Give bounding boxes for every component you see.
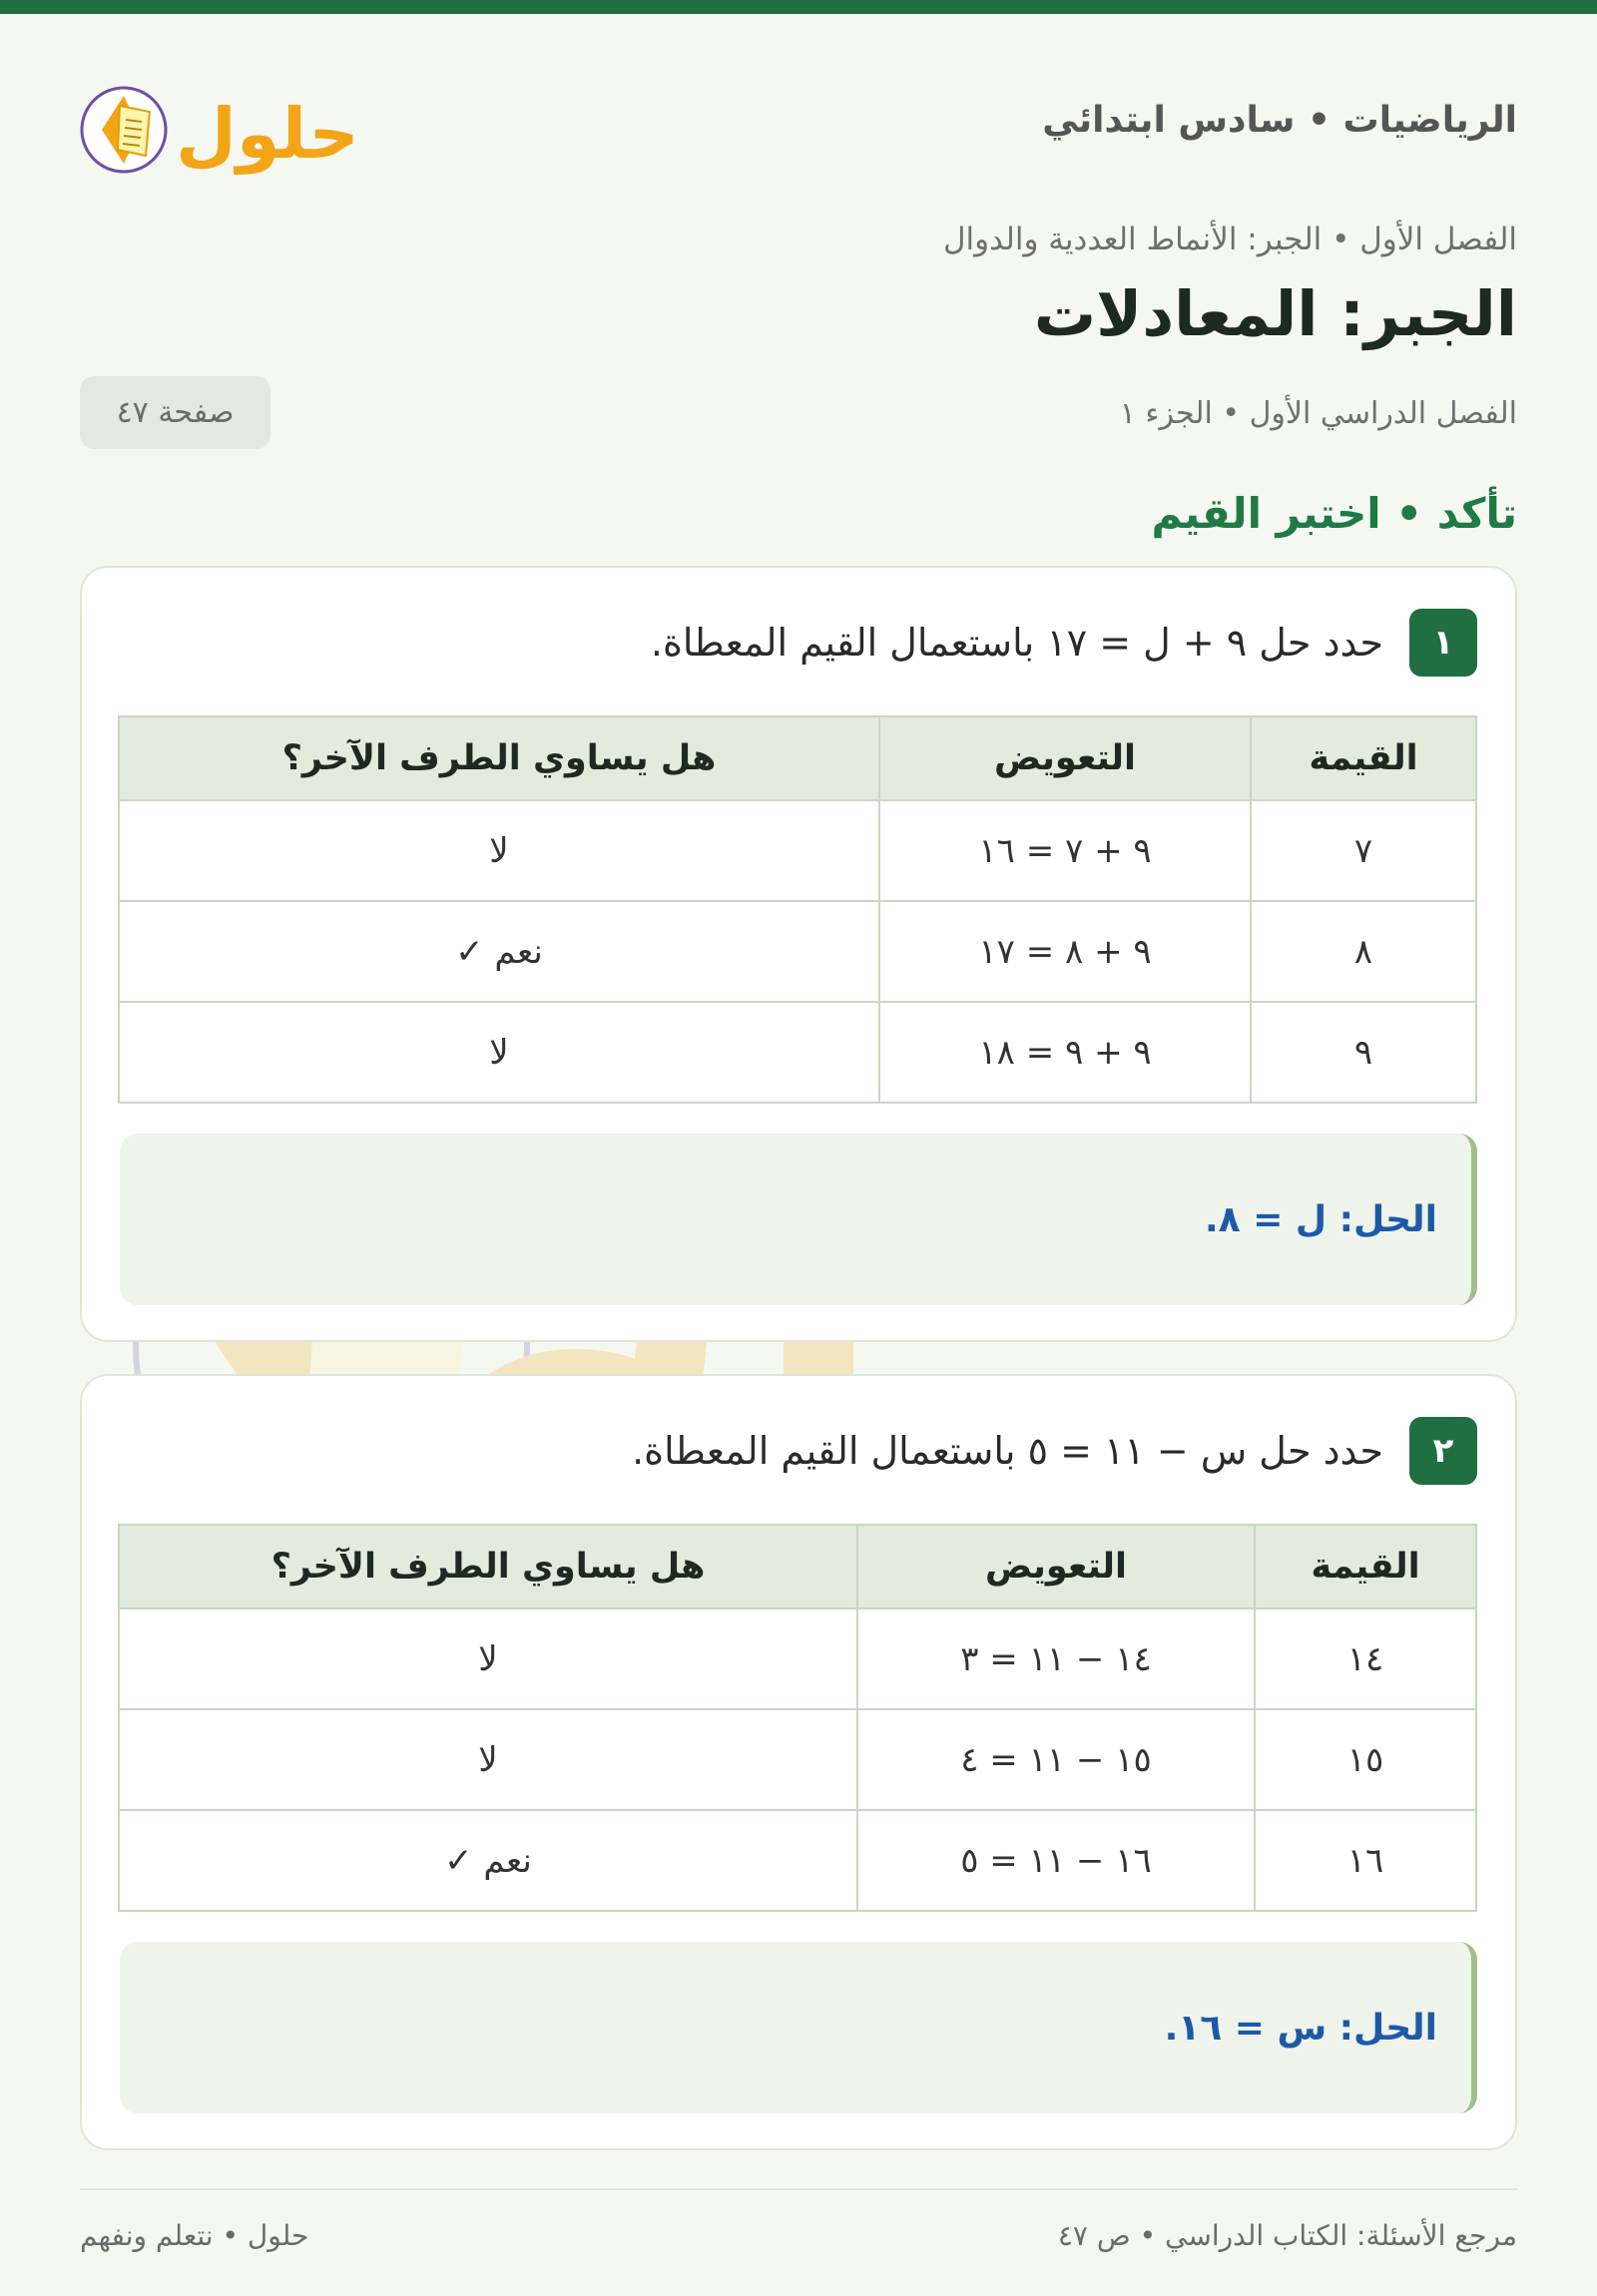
solution-text: الحل: ل = ٨. — [1204, 1198, 1437, 1240]
cell-value: ٩ — [1251, 1002, 1476, 1103]
question-row — [651, 608, 1477, 678]
cell-substitution: ١٤ − ١١ = ٣ — [857, 1608, 1255, 1709]
cell-value: ٧ — [1251, 800, 1476, 901]
cell-substitution: ٩ + ٨ = ١٧ — [879, 901, 1251, 1002]
header-value: القيمة — [1251, 716, 1476, 800]
values-table — [118, 715, 1477, 1104]
hulul-logo — [80, 60, 369, 180]
table-header-row — [119, 716, 1476, 800]
header-substitution: التعويض — [879, 716, 1251, 800]
solution-text: الحل: س = ١٦. — [1164, 2007, 1437, 2049]
solution-box — [120, 1134, 1477, 1305]
cell-value: ٨ — [1251, 901, 1476, 1002]
subject-label: الرياضيات • سادس ابتدائي — [1042, 100, 1517, 141]
table-row — [119, 1810, 1476, 1911]
cell-result: لا — [119, 1709, 857, 1810]
question-number-badge: ٢ — [1409, 1417, 1477, 1485]
section-title: تأكد • اختبر القيم — [1151, 489, 1517, 538]
table-row — [119, 1709, 1476, 1810]
question-row — [632, 1416, 1477, 1486]
cell-substitution: ٩ + ٩ = ١٨ — [879, 1002, 1251, 1103]
header-equals: هل يساوي الطرف الآخر؟ — [119, 1525, 857, 1608]
page-number-badge: صفحة ٤٧ — [80, 376, 270, 449]
question-text: حدد حل س − ١١ = ٥ باستعمال القيم المعطاة. — [632, 1429, 1383, 1473]
cell-result: لا — [119, 1608, 857, 1709]
breadcrumb: الفصل الأول • الجبر: الأنماط العددية والدوال — [943, 222, 1517, 257]
table-row — [119, 1608, 1476, 1709]
header-equals: هل يساوي الطرف الآخر؟ — [119, 716, 879, 800]
table-row — [119, 901, 1476, 1002]
cell-value: ١٦ — [1255, 1810, 1476, 1911]
question-card-2 — [80, 1374, 1517, 2150]
logo-wordmark: حلول — [176, 93, 359, 175]
cell-substitution: ١٦ − ١١ = ٥ — [857, 1810, 1255, 1911]
solution-box — [120, 1942, 1477, 2113]
table-row — [119, 800, 1476, 901]
table-header-row — [119, 1525, 1476, 1608]
cell-result: نعم ✓ — [119, 1810, 857, 1911]
cell-substitution: ١٥ − ١١ = ٤ — [857, 1709, 1255, 1810]
cell-substitution: ٩ + ٧ = ١٦ — [879, 800, 1251, 901]
question-number-badge: ١ — [1409, 609, 1477, 677]
cell-result: نعم ✓ — [119, 901, 879, 1002]
cell-result: لا — [119, 800, 879, 901]
question-text: حدد حل ٩ + ل = ١٧ باستعمال القيم المعطاة. — [650, 621, 1383, 665]
values-table — [118, 1524, 1477, 1912]
table-row — [119, 1002, 1476, 1103]
page-title: الجبر: المعادلات — [1033, 277, 1517, 350]
footer-divider — [80, 2188, 1517, 2190]
header-substitution: التعويض — [857, 1525, 1255, 1608]
page-header — [80, 60, 1517, 180]
cell-result: لا — [119, 1002, 879, 1103]
top-accent-bar — [0, 0, 1597, 14]
footer-brand: حلول • نتعلم ونفهم — [80, 2219, 309, 2252]
footer-reference: مرجع الأسئلة: الكتاب الدراسي • ص ٤٧ — [1057, 2219, 1517, 2252]
header-value: القيمة — [1255, 1525, 1476, 1608]
semester-part-label: الفصل الدراسي الأول • الجزء ١ — [1119, 396, 1517, 431]
cell-value: ١٥ — [1255, 1709, 1476, 1810]
cell-value: ١٤ — [1255, 1608, 1476, 1709]
question-card-1 — [80, 566, 1517, 1342]
